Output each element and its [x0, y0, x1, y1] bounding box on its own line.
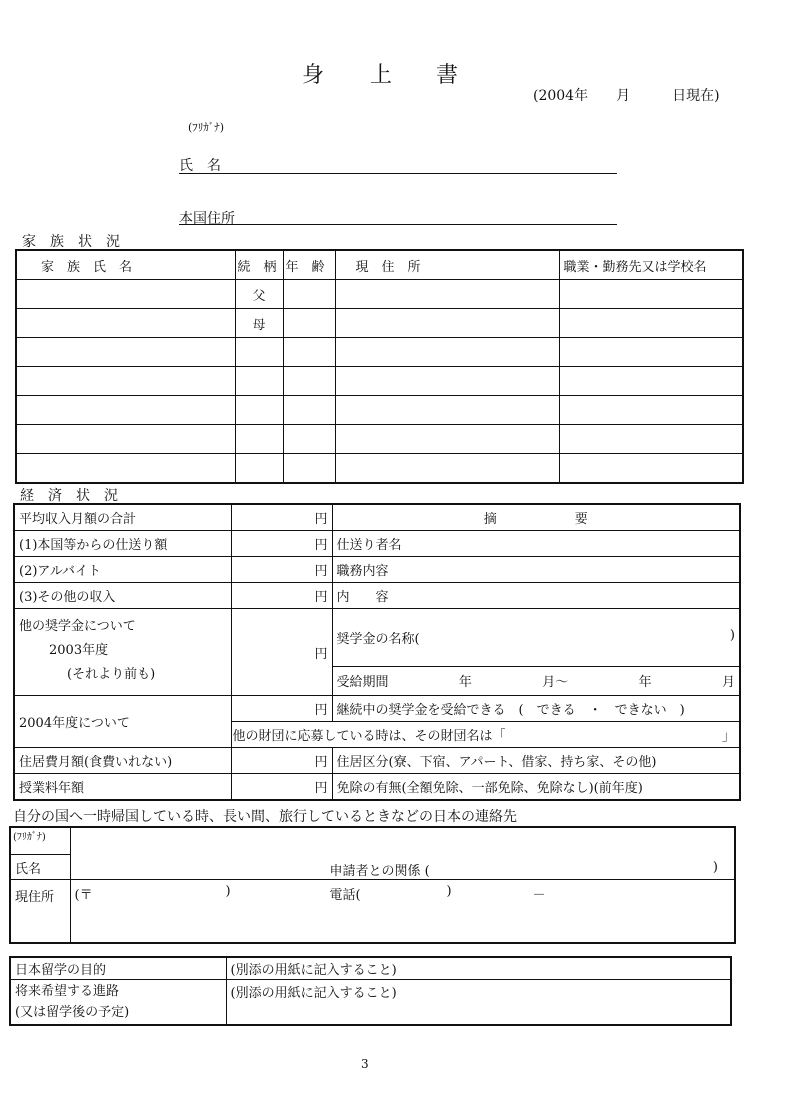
table-row [14, 696, 740, 722]
table-row [16, 280, 743, 309]
contact-furigana-field[interactable] [70, 827, 735, 855]
residence-cell[interactable] [335, 425, 559, 454]
page-number: 3 [361, 1057, 369, 1071]
scholarship-yen[interactable]: 円 [231, 609, 332, 696]
contact-section-title: 自分の国へ一時帰国している時、長い間、旅行しているときなどの日本の連絡先 [13, 809, 517, 825]
scholarship-label [14, 609, 231, 696]
table-row [14, 531, 740, 557]
purpose-label: 日本留学の目的 [10, 957, 226, 980]
age-cell[interactable] [283, 338, 335, 367]
scholarship-name-field[interactable] [332, 609, 740, 667]
phone-close: ) [446, 884, 452, 899]
scholarship-line-1: 他の奨学金について [19, 619, 136, 634]
career-field[interactable]: (別添の用紙に記入すること) [226, 980, 731, 1026]
table-row [16, 396, 743, 425]
table-row [10, 827, 735, 855]
residence-header: 現 住 所 [335, 250, 559, 280]
family-header-row [16, 250, 743, 280]
scholarship-name-close: ) [729, 627, 735, 643]
title-char-3: 書 [436, 63, 459, 88]
home-address-label: 本国住所 [179, 211, 235, 227]
relation-cell[interactable] [235, 425, 283, 454]
phone-dash: － [532, 888, 546, 903]
scholarship-name-label: 奨学金の名称( [336, 631, 420, 647]
other-income-content-field[interactable]: 内 容 [332, 583, 740, 609]
table-row [10, 880, 735, 944]
career-label [10, 980, 226, 1026]
scholarship-line-2: 2003年度 [49, 643, 109, 658]
fy2004-label: 2004年度について [14, 696, 231, 748]
table-row [14, 557, 740, 583]
relation-cell[interactable] [235, 338, 283, 367]
furigana-label: (ﾌﾘｶﾞﾅ) [188, 121, 225, 134]
residence-cell[interactable] [335, 454, 559, 484]
relation-cell[interactable] [235, 454, 283, 484]
table-row [10, 855, 735, 880]
fy2004-yen[interactable]: 円 [231, 696, 332, 722]
other-foundation-label: 他の財団に応募している時は、その財団名は「 [232, 729, 506, 744]
postal-close: ) [225, 884, 231, 899]
age-cell[interactable] [283, 280, 335, 309]
table-row [16, 425, 743, 454]
table-row [16, 454, 743, 484]
scholarship-name-line [337, 628, 736, 647]
period-field[interactable] [332, 666, 740, 695]
family-name-cell[interactable] [16, 309, 235, 338]
family-name-cell[interactable] [16, 425, 235, 454]
occupation-cell[interactable] [559, 454, 743, 484]
job-content-field[interactable]: 職務内容 [332, 557, 740, 583]
family-name-cell[interactable] [16, 396, 235, 425]
age-header: 年 齢 [283, 250, 335, 280]
family-name-cell[interactable] [16, 338, 235, 367]
table-row [16, 309, 743, 338]
purpose-field[interactable]: (別添の用紙に記入すること) [226, 957, 731, 980]
other-foundation-close: 」 [721, 729, 735, 744]
family-table [15, 249, 744, 484]
date-line: (2004年 月 日現在) [533, 88, 720, 104]
relation-cell[interactable] [235, 367, 283, 396]
relation-cell: 父 [235, 280, 283, 309]
relation-label: 申請者との関係 ( [329, 863, 430, 879]
occupation-cell[interactable] [559, 396, 743, 425]
age-cell[interactable] [283, 396, 335, 425]
family-name-cell[interactable] [16, 280, 235, 309]
remittance-label: (1)本国等からの仕送り額 [14, 531, 231, 557]
other-foundation-line [233, 725, 736, 744]
remittance-yen[interactable]: 円 [231, 531, 332, 557]
occupation-cell[interactable] [559, 367, 743, 396]
relation-header: 続 柄 [235, 250, 283, 280]
parttime-yen[interactable]: 円 [231, 557, 332, 583]
other-income-label: (3)その他の収入 [14, 583, 231, 609]
tuition-label: 授業料年額 [14, 774, 231, 801]
title-char-2: 上 [370, 63, 393, 88]
summary-header: 摘 要 [332, 504, 740, 531]
table-row [10, 980, 731, 1026]
contact-name-field[interactable] [70, 855, 735, 880]
goals-table [9, 956, 732, 1026]
table-row [14, 748, 740, 774]
contact-address-field[interactable] [70, 880, 735, 944]
period-month-1: 月～ [542, 675, 569, 691]
housing-label: 住居費月額(食費いれない) [14, 748, 231, 774]
table-row [14, 583, 740, 609]
age-cell[interactable] [283, 309, 335, 338]
family-name-header: 家 族 氏 名 [16, 250, 235, 280]
other-income-yen[interactable]: 円 [231, 583, 332, 609]
age-cell[interactable] [283, 454, 335, 484]
occupation-header: 職業・勤務先又は学校名 [559, 250, 743, 280]
scholarship-line-3: (それより前も) [67, 667, 156, 682]
sender-name-field[interactable]: 仕送り者名 [332, 531, 740, 557]
housing-yen[interactable]: 円 [231, 748, 332, 774]
relation-close: ) [712, 859, 718, 875]
phone-label: 電話( [329, 888, 361, 903]
career-line-1: 将来希望する進路 [15, 984, 120, 999]
period-line [337, 671, 736, 690]
contact-name-label: 氏名 [10, 855, 70, 880]
career-line-2: (又は留学後の予定) [15, 1005, 130, 1020]
parttime-label: (2)アルバイト [14, 557, 231, 583]
family-name-cell[interactable] [16, 367, 235, 396]
age-cell[interactable] [283, 367, 335, 396]
contact-address-label: 現住所 [10, 880, 70, 944]
family-section-title: 家 族 状 況 [22, 234, 120, 250]
monthly-income-yen[interactable]: 円 [231, 504, 332, 531]
contact-furigana-label: (ﾌﾘｶﾞﾅ) [10, 827, 70, 855]
residence-cell[interactable] [335, 396, 559, 425]
occupation-cell[interactable] [559, 309, 743, 338]
relation-cell[interactable] [235, 396, 283, 425]
table-row [16, 367, 743, 396]
economy-table [13, 503, 741, 801]
occupation-cell[interactable] [559, 280, 743, 309]
period-month-2: 月 [721, 675, 735, 691]
exemption-field[interactable]: 免除の有無(全額免除、一部免除、免除なし)(前年度) [332, 774, 740, 801]
period-label: 受給期間 [336, 675, 389, 691]
postal-open: (〒 [74, 888, 93, 903]
residence-cell[interactable] [335, 280, 559, 309]
residence-cell[interactable] [335, 338, 559, 367]
table-row [14, 504, 740, 531]
home-address-field[interactable] [179, 223, 617, 225]
family-name-cell[interactable] [16, 454, 235, 484]
residence-cell[interactable] [335, 309, 559, 338]
occupation-cell[interactable] [559, 338, 743, 367]
housing-type-field[interactable]: 住居区分(寮、下宿、アパート、借家、持ち家、その他) [332, 748, 740, 774]
age-cell[interactable] [283, 425, 335, 454]
table-row [14, 609, 740, 667]
name-field[interactable] [179, 172, 617, 174]
table-row [14, 774, 740, 801]
monthly-income-label: 平均収入月額の合計 [14, 504, 231, 531]
occupation-cell[interactable] [559, 425, 743, 454]
relation-cell: 母 [235, 309, 283, 338]
title-char-1: 身 [302, 63, 325, 88]
tuition-yen[interactable]: 円 [231, 774, 332, 801]
contact-table [9, 826, 736, 944]
period-year-2: 年 [638, 675, 652, 691]
table-row [16, 338, 743, 367]
economy-section-title: 経 済 状 況 [20, 488, 118, 504]
other-foundation-field[interactable] [231, 722, 740, 748]
continue-scholarship-field[interactable]: 継続中の奨学金を受給できる ( できる ・ できない ) [332, 696, 740, 722]
name-label: 氏 名 [179, 158, 221, 174]
period-year-1: 年 [458, 675, 472, 691]
residence-cell[interactable] [335, 367, 559, 396]
table-row [10, 957, 731, 980]
